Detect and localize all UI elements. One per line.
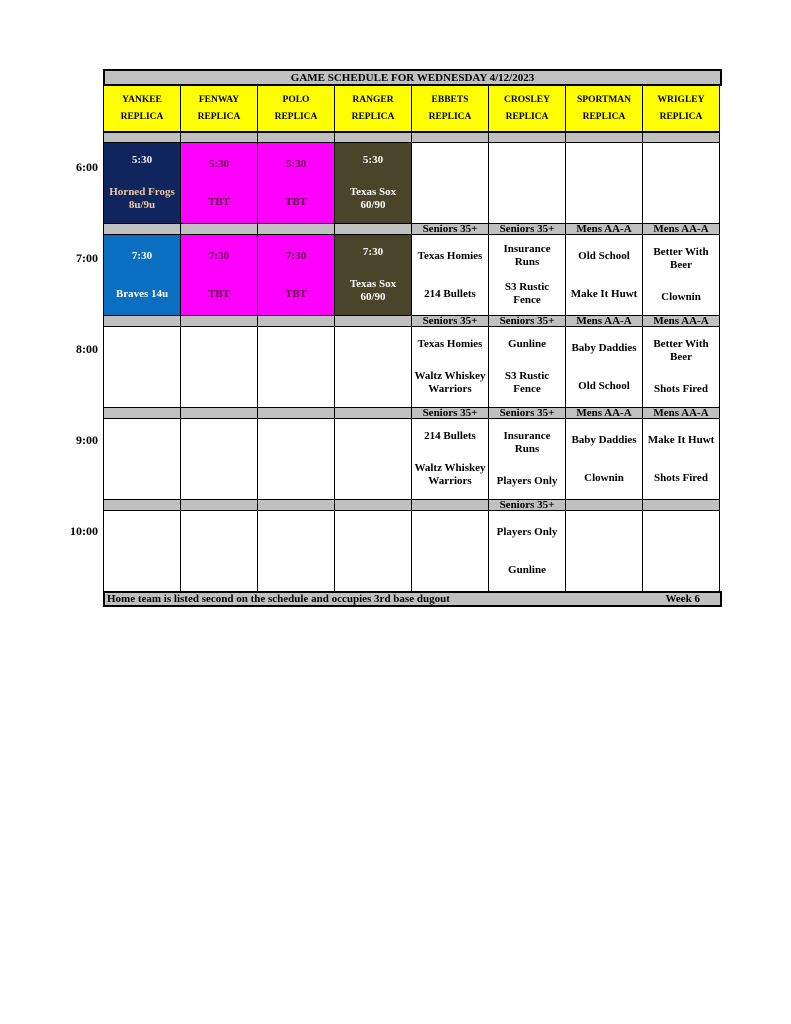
team-top: 5:30	[208, 157, 230, 170]
schedule-title: GAME SCHEDULE FOR WEDNESDAY 4/12/2023	[103, 69, 722, 86]
league-label: Seniors 35+	[411, 223, 489, 235]
league-label: Seniors 35+	[488, 407, 566, 419]
game-cell	[642, 234, 720, 316]
team-top: Better With Beer	[653, 338, 709, 364]
game-cell	[334, 510, 412, 592]
field-header	[488, 85, 566, 133]
team-bottom: Players Only	[496, 474, 558, 487]
game-cell	[103, 142, 181, 224]
field-sub: REPLICA	[197, 111, 241, 122]
league-label: Seniors 35+	[488, 223, 566, 235]
game-cell	[334, 234, 412, 316]
team-top: 5:30	[285, 157, 307, 170]
game-row	[103, 419, 722, 500]
team-top: Old School	[578, 249, 630, 262]
footer-bar	[103, 591, 722, 607]
team-bottom: TBT	[207, 287, 230, 300]
game-cell	[257, 326, 335, 408]
team-bottom: Texas Sox 60/90	[349, 277, 397, 303]
time-label: 8:00	[76, 342, 98, 356]
team-bottom: TBT	[284, 287, 307, 300]
team-top: 7:30	[208, 249, 230, 262]
team-top: Texas Homies	[417, 249, 483, 262]
schedule-table	[103, 69, 722, 607]
game-cell	[103, 418, 181, 500]
field-sub: REPLICA	[274, 111, 318, 122]
team-top: Insurance Runs	[503, 430, 551, 456]
league-label: Mens AA-A	[565, 407, 643, 419]
time-label: 9:00	[76, 433, 98, 447]
field-header	[103, 85, 181, 133]
game-row	[103, 143, 722, 224]
team-top: Baby Daddies	[571, 341, 637, 354]
game-cell	[180, 418, 258, 500]
league-label: Mens AA-A	[565, 223, 643, 235]
game-row	[103, 511, 722, 592]
team-bottom: S3 Rustic Fence	[504, 281, 550, 306]
game-cell	[642, 418, 720, 500]
team-bottom: 214 Bullets	[424, 287, 476, 300]
game-cell	[257, 142, 335, 224]
team-bottom: TBT	[207, 195, 230, 208]
game-cell	[411, 510, 489, 592]
team-bottom: TBT	[284, 195, 307, 208]
field-sub: REPLICA	[582, 111, 626, 122]
game-cell	[488, 234, 566, 316]
game-cell	[257, 418, 335, 500]
game-cell	[642, 142, 720, 224]
field-sub: REPLICA	[351, 111, 395, 122]
field-header	[411, 85, 489, 133]
field-name: POLO	[282, 94, 310, 105]
field-name: EBBETS	[431, 94, 469, 105]
game-cell	[180, 326, 258, 408]
game-cell	[565, 326, 643, 408]
team-top: Insurance Runs	[503, 243, 551, 268]
team-top: Texas Homies	[417, 338, 483, 351]
game-cell	[642, 510, 720, 592]
game-cell	[334, 418, 412, 500]
time-label: 6:00	[76, 160, 98, 174]
field-name: FENWAY	[198, 94, 240, 105]
team-top: 5:30	[362, 154, 384, 167]
game-cell	[334, 326, 412, 408]
team-bottom: Shots Fired	[654, 471, 708, 484]
field-header-row	[103, 86, 722, 133]
game-cell	[257, 234, 335, 316]
league-label: Seniors 35+	[411, 407, 489, 419]
game-cell	[488, 142, 566, 224]
time-slots	[103, 133, 722, 592]
game-cell	[411, 234, 489, 316]
field-header	[565, 85, 643, 133]
field-header	[257, 85, 335, 133]
team-bottom: Texas Sox 60/90	[349, 185, 397, 211]
league-label: Mens AA-A	[642, 315, 720, 327]
time-label: 7:00	[76, 251, 98, 265]
team-top: Players Only	[496, 525, 558, 538]
game-cell	[488, 418, 566, 500]
team-top: Baby Daddies	[571, 433, 637, 446]
field-sub: REPLICA	[428, 111, 472, 122]
team-top: Make It Huwt	[647, 433, 715, 446]
field-name: CROSLEY	[504, 94, 550, 105]
field-header	[180, 85, 258, 133]
game-cell	[411, 326, 489, 408]
team-bottom: Clownin	[661, 290, 701, 303]
team-bottom: Clownin	[584, 471, 624, 484]
game-cell	[642, 326, 720, 408]
game-cell	[411, 142, 489, 224]
footer-week: Week 6	[665, 593, 700, 605]
field-name: WRIGLEY	[657, 94, 705, 105]
game-cell	[488, 326, 566, 408]
field-name: RANGER	[352, 94, 394, 105]
league-label: Seniors 35+	[488, 315, 566, 327]
field-sub: REPLICA	[120, 111, 164, 122]
game-cell	[565, 142, 643, 224]
team-top: 7:30	[131, 249, 153, 262]
field-sub: REPLICA	[505, 111, 549, 122]
game-cell	[103, 510, 181, 592]
game-row	[103, 327, 722, 408]
time-label: 10:00	[70, 524, 98, 538]
team-top: 7:30	[362, 246, 384, 259]
league-label: Mens AA-A	[642, 223, 720, 235]
team-bottom: Gunline	[508, 563, 546, 576]
field-name: SPORTMAN	[576, 94, 632, 105]
team-top: 214 Bullets	[424, 430, 476, 443]
game-cell	[180, 510, 258, 592]
league-label: Seniors 35+	[488, 499, 566, 511]
team-bottom: S3 Rustic Fence	[504, 369, 550, 395]
field-sub: REPLICA	[659, 111, 703, 122]
team-bottom: Make It Huwt	[570, 287, 638, 300]
team-top: Gunline	[508, 338, 546, 351]
team-top: Better With Beer	[653, 246, 709, 272]
team-bottom: Waltz Whiskey Warriors	[414, 369, 486, 395]
footer-note: Home team is listed second on the schedule and occupies 3rd base dugout	[107, 593, 450, 605]
team-top: 5:30	[131, 154, 153, 167]
team-bottom: Shots Fired	[654, 382, 708, 395]
team-bottom: Braves 14u	[115, 287, 169, 300]
team-bottom: Waltz Whiskey Warriors	[414, 461, 486, 487]
team-bottom: Old School	[578, 379, 630, 392]
game-cell	[180, 234, 258, 316]
team-bottom: Horned Frogs 8u/9u	[109, 185, 175, 211]
game-cell	[565, 418, 643, 500]
game-cell	[565, 234, 643, 316]
game-cell	[334, 142, 412, 224]
game-cell	[103, 234, 181, 316]
game-cell	[180, 142, 258, 224]
game-cell	[103, 326, 181, 408]
field-name: YANKEE	[122, 94, 162, 105]
game-cell	[411, 418, 489, 500]
team-top: 7:30	[285, 249, 307, 262]
game-row	[103, 235, 722, 316]
field-header	[642, 85, 720, 133]
league-label: Mens AA-A	[565, 315, 643, 327]
game-cell	[257, 510, 335, 592]
game-cell	[488, 510, 566, 592]
league-label: Mens AA-A	[642, 407, 720, 419]
field-header	[334, 85, 412, 133]
league-label: Seniors 35+	[411, 315, 489, 327]
game-cell	[565, 510, 643, 592]
